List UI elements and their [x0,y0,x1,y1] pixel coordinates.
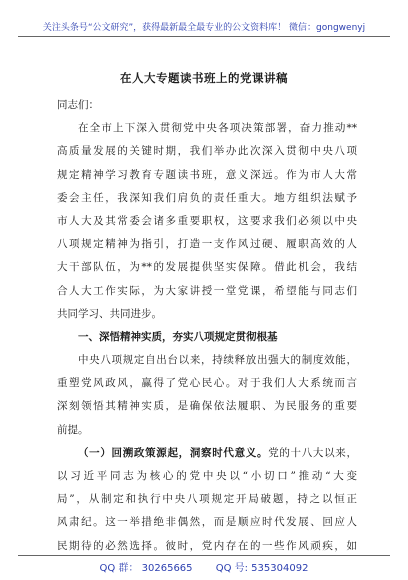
paragraph-line: 风肃纪。这一举措绝非偶然，而是顺应时代发展、回应人 [57,516,357,529]
paragraph-line: 规定精神学习教育专题读书班，意义深远。作为市人大常 [57,168,357,181]
paragraph-line: 市人大及其常委会诸多重要职权，这要求我们必须以中央 [57,214,357,227]
top-banner: 关注头条号“公文研究”，获得最新最全最专业的公文资料库！ 微信：gongwenyj [42,23,366,33]
paragraph-line: 中央八项规定自出台以来，持续释放出强大的制度效能， [78,354,357,367]
paragraph-text: 党的十八大以来， [268,446,357,459]
paragraph-line: 八项规定精神为指引，打造一支作风过硬、履职高效的人 [57,238,357,251]
paragraph-line [57,442,357,465]
top-divider [18,36,390,37]
paragraph-line: 大干部队伍，为**的发展提供坚实保障。借此机会，我结 [57,261,357,274]
paragraph-line: 合人大工作实际，为大家讲授一堂党课，希望能与同志们 [57,284,357,297]
subsection-title: （一）回溯政策源起，洞察时代意义。 [78,446,269,459]
paragraph-line: 以习近平同志为核心的党中央以“小切口”推动“大变 [57,470,357,482]
paragraph-line: 深刻领悟其精神实质，是确保依法履职、为民服务的重要 [57,400,357,413]
footer-qq-number: QQ 号: 535304092 [215,563,309,574]
document-title: 在人大专题读书班上的党课讲稿 [120,71,288,85]
paragraph-line: 民期待的必然选择。彼时，党内存在的一些作风顽疾，如 [57,539,357,552]
section-heading: 一、深悟精神实质，夯实八项规定贯彻根基 [78,330,278,343]
footer-contact [0,559,408,574]
footer-qq-group: QQ 群： 30265665 [99,563,193,574]
paragraph-line: 前提。 [57,423,89,436]
paragraph-line: 重塑党风政风，赢得了党心民心。对于我们人大系统而言 [57,377,357,390]
paragraph-line: 委会主任，我深知我们肩负的责任重大。地方组织法赋予 [57,191,357,204]
paragraph-line: 局”，从制定和执行中央八项规定开局破题，持之以恒正 [57,493,357,506]
salutation: 同志们： [57,99,99,111]
paragraph-line: 在全市上下深入贯彻党中央各项决策部署，奋力推动** [78,122,357,135]
bottom-divider [18,555,390,556]
paragraph-line: 共同学习、共同进步。 [57,307,162,320]
paragraph-line: 高质量发展的关键时期，我们举办此次深入贯彻中央八项 [57,145,357,158]
document-body [57,94,357,558]
